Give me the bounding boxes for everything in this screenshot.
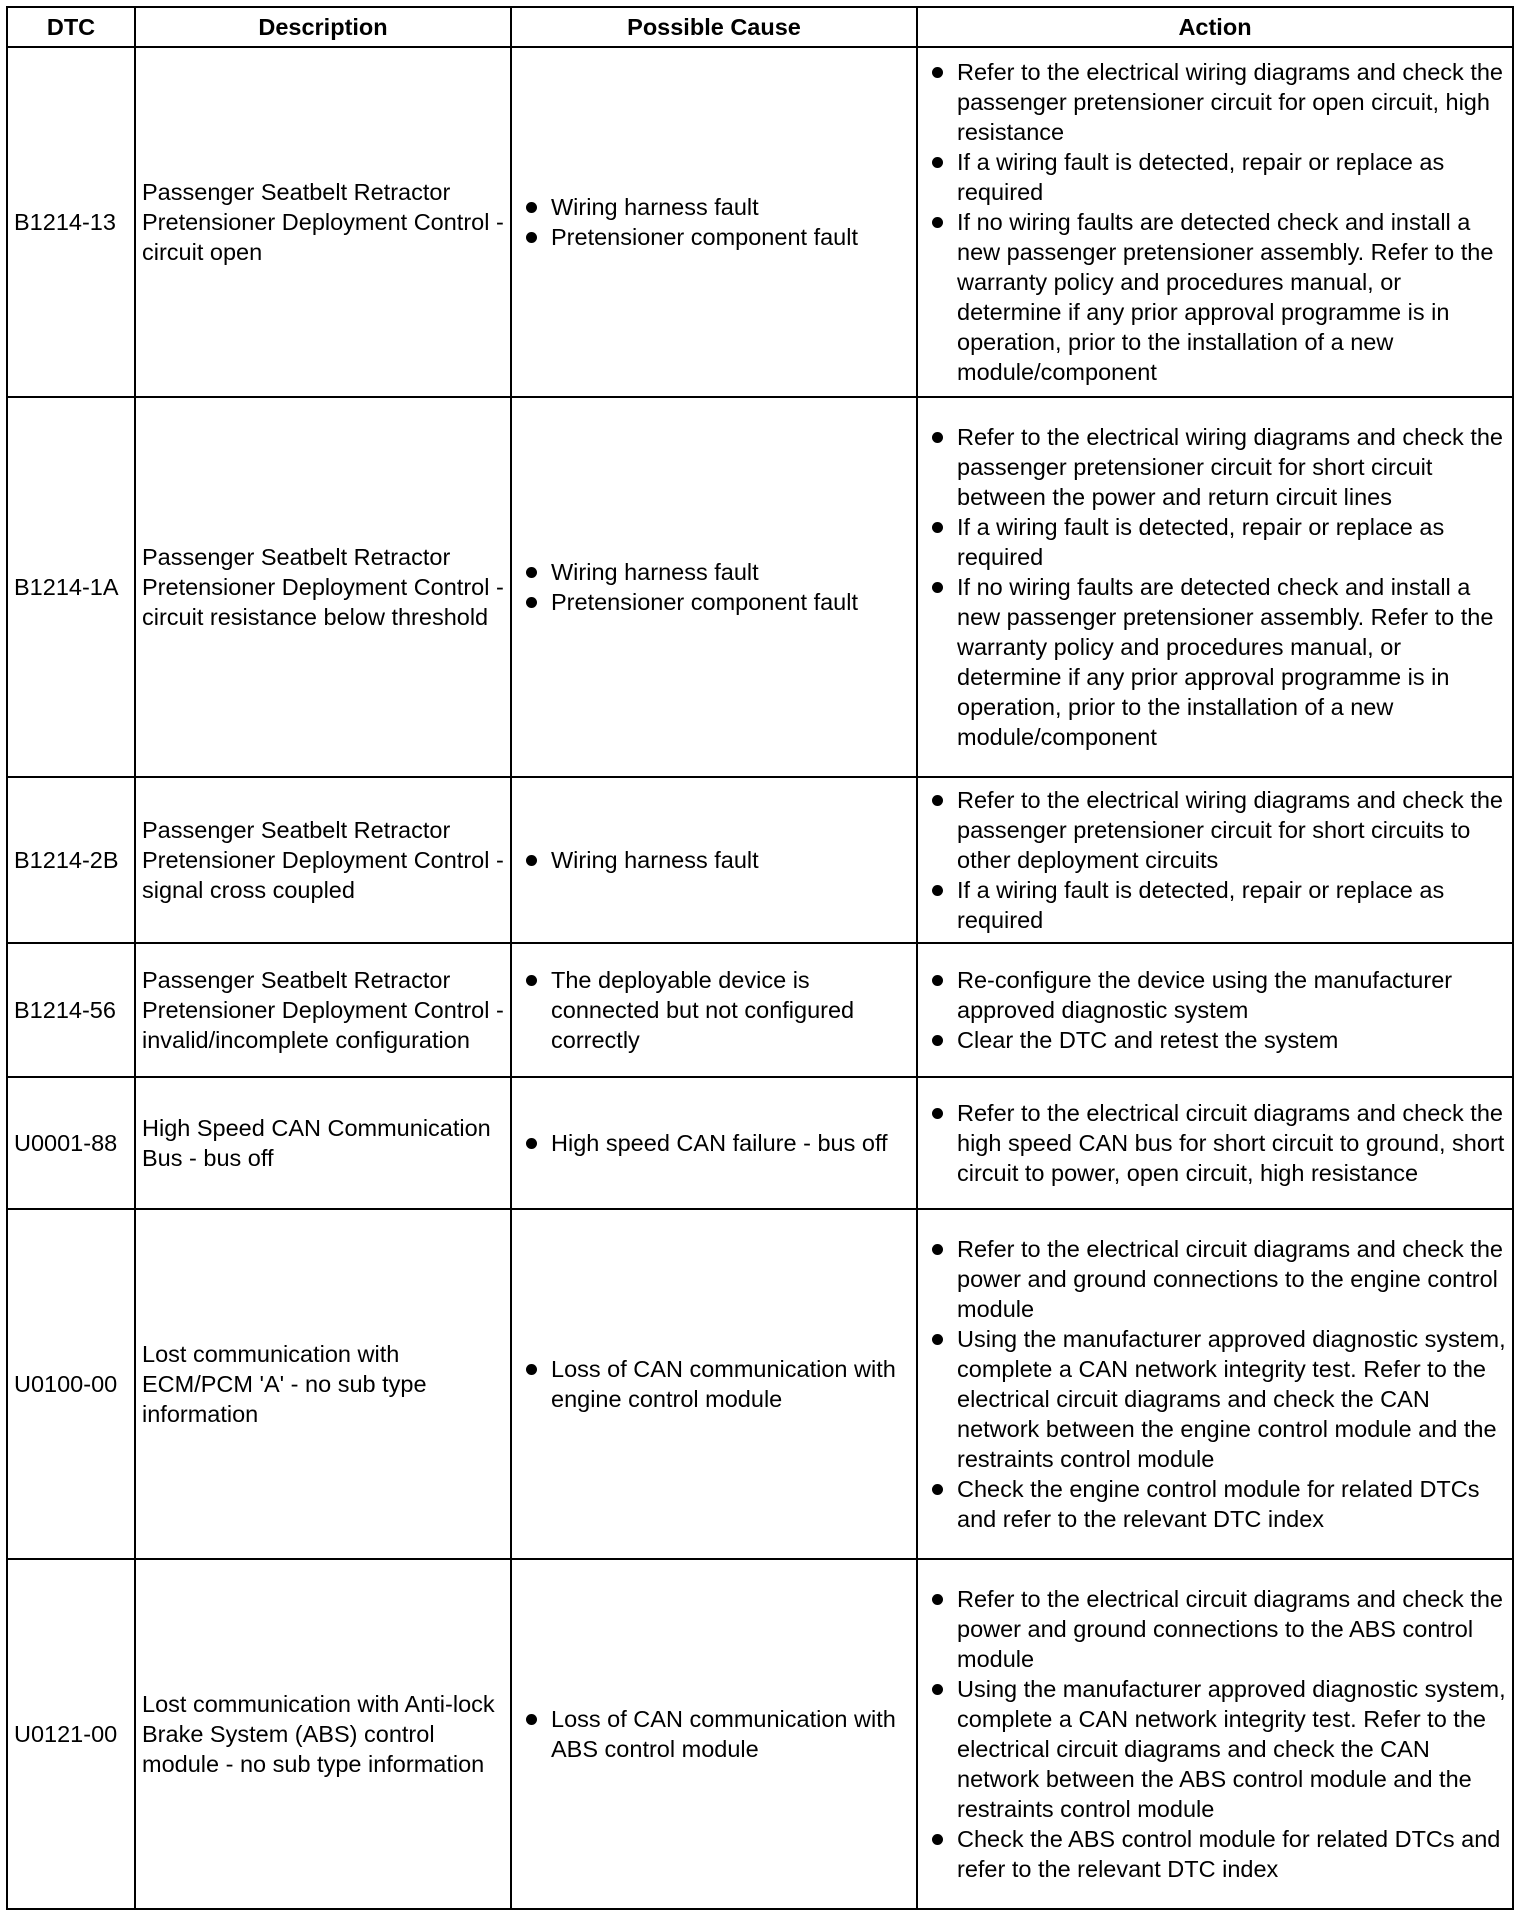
cause-item: Wiring harness fault [518, 845, 910, 875]
action-item: Using the manufacturer approved diagnostic system, complete a CAN network integrity test. Refer to the electrical circuit diagrams and check the CAN network between the ABS control module and the restraints control module [924, 1674, 1506, 1824]
cause-item: The deployable device is connected but not configured correctly [518, 965, 910, 1055]
header-dtc: DTC [7, 7, 135, 47]
header-possible-cause: Possible Cause [511, 7, 917, 47]
table-row [7, 47, 1513, 397]
possible-cause-cell [511, 777, 917, 943]
action-item: Refer to the electrical wiring diagrams and check the passenger pretensioner circuit for open circuit, high resistance [924, 57, 1506, 147]
dtc-code: B1214-1A [7, 397, 135, 777]
action-cell [917, 1559, 1513, 1909]
action-item: If a wiring fault is detected, repair or replace as required [924, 875, 1506, 935]
action-item: If a wiring fault is detected, repair or replace as required [924, 147, 1506, 207]
dtc-description: Passenger Seatbelt Retractor Pretensioner Deployment Control - circuit resistance below threshold [135, 397, 511, 777]
action-item: If no wiring faults are detected check and install a new passenger pretensioner assembly. Refer to the warranty policy and procedures manual, or determine if any prior approval programme is in operation, prior to the installation of a new module/component [924, 572, 1506, 752]
action-cell [917, 1209, 1513, 1559]
cause-item: Loss of CAN communication with engine control module [518, 1354, 910, 1414]
possible-cause-cell [511, 1209, 917, 1559]
possible-cause-cell [511, 47, 917, 397]
dtc-description: Passenger Seatbelt Retractor Pretensioner Deployment Control - signal cross coupled [135, 777, 511, 943]
possible-cause-cell [511, 1077, 917, 1209]
dtc-code: U0001-88 [7, 1077, 135, 1209]
action-cell [917, 397, 1513, 777]
possible-cause-cell [511, 943, 917, 1077]
dtc-description: Passenger Seatbelt Retractor Pretensioner Deployment Control - invalid/incomplete configuration [135, 943, 511, 1077]
action-item: Using the manufacturer approved diagnostic system, complete a CAN network integrity test. Refer to the electrical circuit diagrams and check the CAN network between the engine control module and the restraints control module [924, 1324, 1506, 1474]
action-item: If a wiring fault is detected, repair or replace as required [924, 512, 1506, 572]
dtc-code: B1214-56 [7, 943, 135, 1077]
action-item: Check the engine control module for related DTCs and refer to the relevant DTC index [924, 1474, 1506, 1534]
action-item: Check the ABS control module for related DTCs and refer to the relevant DTC index [924, 1824, 1506, 1884]
action-item: Re-configure the device using the manufacturer approved diagnostic system [924, 965, 1506, 1025]
dtc-description: Lost communication with ECM/PCM 'A' - no sub type information [135, 1209, 511, 1559]
dtc-code: B1214-2B [7, 777, 135, 943]
cause-item: Pretensioner component fault [518, 587, 910, 617]
action-item: Refer to the electrical circuit diagrams and check the high speed CAN bus for short circuit to ground, short circuit to power, open circuit, high resistance [924, 1098, 1506, 1188]
action-item: Refer to the electrical circuit diagrams and check the power and ground connections to the engine control module [924, 1234, 1506, 1324]
dtc-description: High Speed CAN Communication Bus - bus off [135, 1077, 511, 1209]
cause-item: High speed CAN failure - bus off [518, 1128, 910, 1158]
dtc-description: Passenger Seatbelt Retractor Pretensioner Deployment Control - circuit open [135, 47, 511, 397]
table-row [7, 1209, 1513, 1559]
action-cell [917, 47, 1513, 397]
action-item: If no wiring faults are detected check and install a new passenger pretensioner assembly. Refer to the warranty policy and procedures manual, or determine if any prior approval programme is in operation, prior to the installation of a new module/component [924, 207, 1506, 387]
table-row [7, 1559, 1513, 1909]
possible-cause-cell [511, 1559, 917, 1909]
header-row [7, 7, 1513, 47]
action-item: Refer to the electrical wiring diagrams and check the passenger pretensioner circuit for short circuits to other deployment circuits [924, 785, 1506, 875]
possible-cause-cell [511, 397, 917, 777]
table-row [7, 777, 1513, 943]
dtc-code: B1214-13 [7, 47, 135, 397]
cause-item: Loss of CAN communication with ABS control module [518, 1704, 910, 1764]
header-description: Description [135, 7, 511, 47]
cause-item: Wiring harness fault [518, 557, 910, 587]
action-cell [917, 777, 1513, 943]
action-item: Refer to the electrical wiring diagrams and check the passenger pretensioner circuit for short circuit between the power and return circuit lines [924, 422, 1506, 512]
dtc-table [6, 6, 1514, 1910]
action-cell [917, 1077, 1513, 1209]
action-cell [917, 943, 1513, 1077]
cause-item: Wiring harness fault [518, 192, 910, 222]
table-row [7, 1077, 1513, 1209]
dtc-description: Lost communication with Anti-lock Brake System (ABS) control module - no sub type information [135, 1559, 511, 1909]
cause-item: Pretensioner component fault [518, 222, 910, 252]
action-item: Clear the DTC and retest the system [924, 1025, 1506, 1055]
dtc-code: U0121-00 [7, 1559, 135, 1909]
table-row [7, 943, 1513, 1077]
table-row [7, 397, 1513, 777]
dtc-code: U0100-00 [7, 1209, 135, 1559]
action-item: Refer to the electrical circuit diagrams and check the power and ground connections to the ABS control module [924, 1584, 1506, 1674]
header-action: Action [917, 7, 1513, 47]
